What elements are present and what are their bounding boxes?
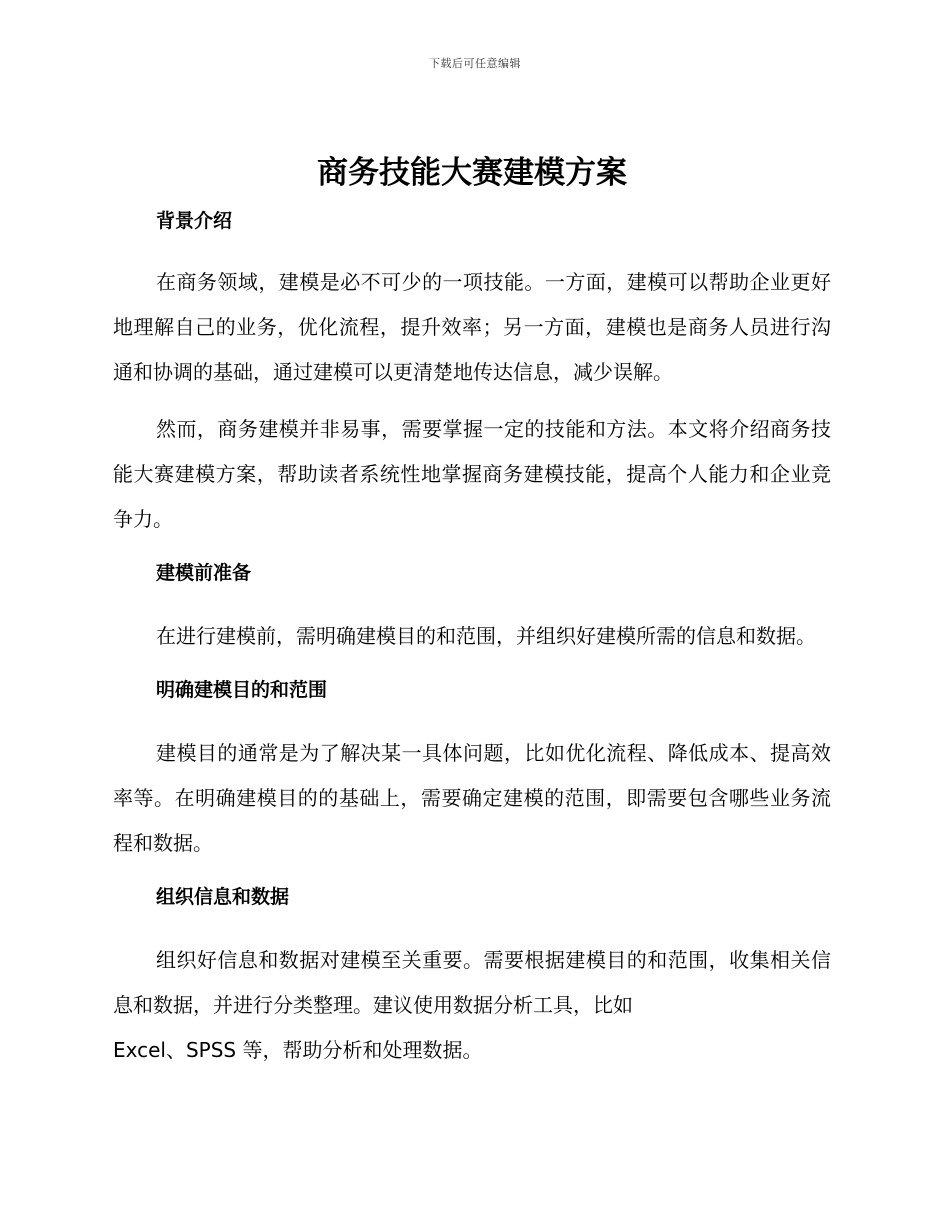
paragraph-background-2: 然而，商务建模并非易事，需要掌握一定的技能和方法。本文将介绍商务技能大赛建模方案，帮助读者系统性地掌握商务建模技能，提高个人能力和企业竞争力。	[113, 417, 831, 531]
section-heading-scope: 明确建模目的和范围	[156, 679, 328, 701]
document-body	[113, 150, 831, 1073]
section-heading-background: 背景介绍	[156, 210, 233, 232]
paragraph-data-part-1: 组织好信息和数据对建模至关重要。需要根据建模目的和范围，收集相关信息和数据，并进行分类整理。建议使用数据分析工具，比如	[113, 948, 831, 1017]
paragraph-scope: 建模目的通常是为了解决某一具体问题，比如优化流程、降低成本、提高效率等。在明确建模目的的基础上，需要确定建模的范围，即需要包含哪些业务流程和数据。	[113, 741, 831, 855]
paragraph-data	[113, 938, 831, 1073]
paragraph-background-1: 在商务领域，建模是必不可少的一项技能。一方面，建模可以帮助企业更好地理解自己的业务，优化流程，提升效率；另一方面，建模也是商务人员进行沟通和协调的基础，通过建模可以更清楚地传达信息，减少误解。	[113, 270, 831, 384]
paragraph-data-part-2: Excel、SPSS 等，帮助分析和处理数据。	[113, 1038, 483, 1062]
document-title: 商务技能大赛建模方案	[317, 155, 627, 191]
section-heading-data: 组织信息和数据	[156, 886, 290, 908]
paragraph-preparation: 在进行建模前，需明确建模目的和范围，并组织好建模所需的信息和数据。	[156, 624, 816, 648]
section-heading-preparation: 建模前准备	[156, 562, 252, 584]
header-note: 下载后可任意编辑	[429, 57, 521, 70]
